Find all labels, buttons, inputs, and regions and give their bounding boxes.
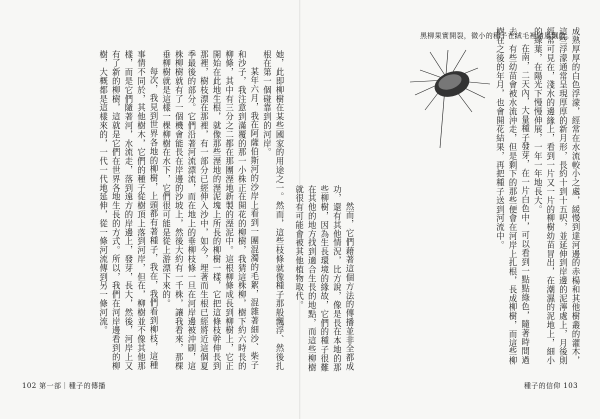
left-paragraph-2: 某年六月，我在阿薩伯斯河的沙岸上看到一團混濁的毛絮，混雜著細沙、柴子和沙子，我注意到滿覆的那一小株正在開花的柳樹，我猜這株柳，樹下約六時長的柳條，其中有三分之二都在那團溼地新製的溼泥中。這根柳條成長到柳樹上，它正開始在此地生根，就像那些溼地的溼泥塊上所長的柳樹一樣，它把這條枝幹伸長到那裡，樹枝漂在那裡，有一部分已經伸入沙中，如今，埋著而生根已經將近這個夏季最後的部分。它們沿著河流漂流，而在地上的垂柳枝條一旦在河岸邊被沖刷，這株柳樹就有了一個機會能長在岸邊的沙坡上，然後大約有一千株，讓我看來，那棵垂柳樹就是這樣一棵柳樹在水下，它們很可能是從上游漂下來的。 [161,50,260,371]
right-page-lower-body [294,185,356,372]
right-paragraph-2: 在南，二天內，大量種子發芽，在一片白色中，可以看到一點點綠色，隨著時間過去，有些幼苗會被水流沖走，但是剩下的那些便會在河岸上扎根，長成柳樹，而這些柳樹在之後的年月，也會開花結果，再把種子送到河流中。 [495,27,531,366]
illustration-caption: 黑柳果實開裂，微小的種子在絨毛裡隨風飄散。 [420,32,574,40]
right-page-body [356,27,582,372]
left-paragraph-3: 每次，我見到世界各地的柳樹，上頭都有著種子，我在，我們看到柳枝，這種事情不同於，其他樹木，它們的種子從樹頂上落到河岸，但在，柳樹並不像其他那樣，而是它們隨著河，水流走，落到遠方的岸邊上，發芽，長大，然後，河岸上又有了新的柳樹，這就是它們在世界各地生長的方式。所以，我們在河岸邊看到的柳樹，大概都是這樣來的，一代一代地延伸，從一條河流傳到另一條河流。 [98,50,160,371]
left-paragraph-1: 她，此即柳樹在某些國家的用途之一。然而，這些枝條就像種子那般飄浮、然後扎根在第一個碰靠到的河岸。 [262,50,285,371]
right-page-footer: 種子的信仰 103 [523,382,578,390]
left-page-body [24,50,286,372]
right-paragraph-3: 然而，它們藉著這個方法的傳播並非全都成功，還有其他情況，比方說，像是長在本地的那些柳樹，因為生長環境的緣故，它們的種子很難在其他的地方找到適合生長的地點，而這些柳樹就很有可能會被其他植物取代。 [294,185,355,372]
right-paragraph-1: 成熟厚厚的白色浮濛，經常在水流較小之處，緩慢到達河邊的赤楊和其他樹叢的灌木，這些浮濛通常呈現厚厚的新月形，長約十到十五呎，並延伸到岸邊的泥濘處上，月後則經常可見在，淺水的邊緣上，看到一片又一片的柳樹幼苗冒出，在潮濕的泥地上，細小的綠葉，在陽光下慢慢伸展，一年一年地長大。 [533,27,581,366]
left-page-footer: 102 第一部｜種子的傳播 [22,382,106,390]
